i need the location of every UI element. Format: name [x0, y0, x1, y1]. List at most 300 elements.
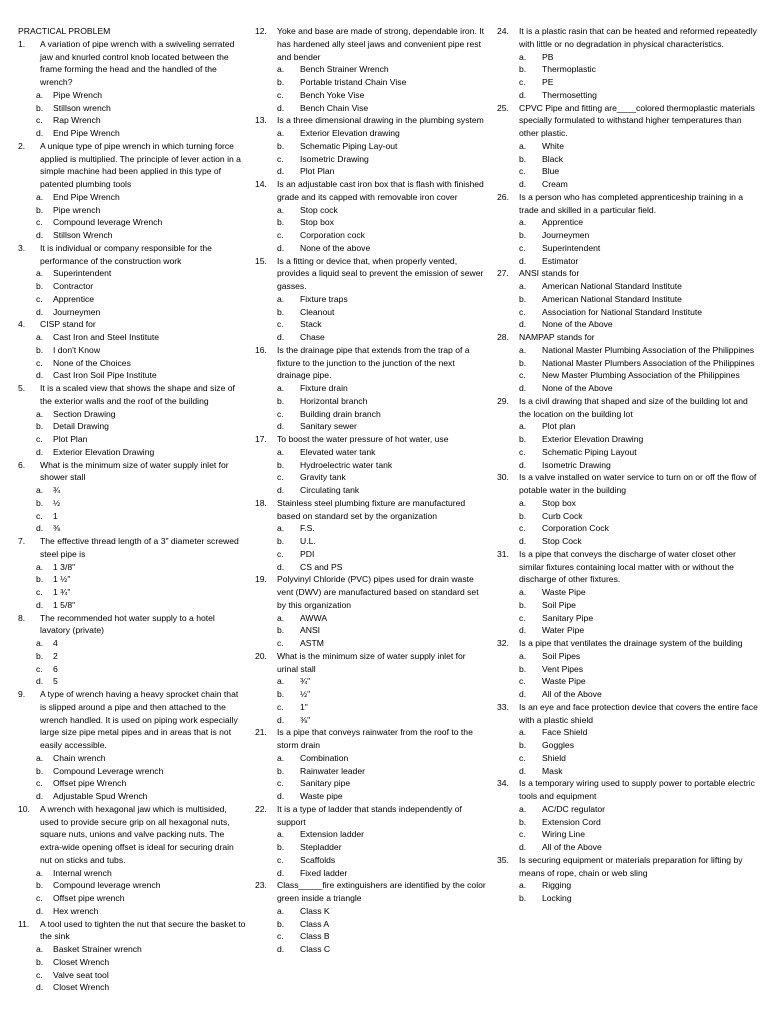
answer-choice — [14, 510, 246, 523]
choice-text: Class B — [300, 931, 330, 942]
question-item — [497, 267, 759, 331]
choice-letter: c. — [519, 676, 526, 687]
question-item — [14, 38, 246, 140]
question-number: 14. — [255, 179, 267, 189]
choice-letter: c. — [277, 153, 284, 164]
answer-choice — [497, 535, 759, 548]
choice-text: Locking — [542, 893, 572, 903]
answer-choice — [14, 216, 246, 229]
question-item — [497, 395, 759, 472]
choice-letter: b. — [36, 880, 44, 891]
question-item — [255, 573, 489, 650]
question-text: The effective thread length of a 3" diameter screwed steel pipe is — [40, 536, 239, 559]
choice-letter: c. — [277, 854, 284, 865]
question-item — [255, 433, 489, 497]
answer-choice — [14, 191, 246, 204]
choice-text: PB — [542, 51, 554, 62]
choice-text: Compound leverage wrench — [53, 880, 161, 891]
question-item — [255, 879, 489, 956]
choice-text: ¾" — [300, 676, 311, 687]
choice-letter: a. — [277, 64, 285, 75]
answer-choice — [497, 586, 759, 599]
answer-choice — [255, 905, 489, 918]
choice-letter: d. — [519, 255, 527, 266]
question-number: 6. — [18, 459, 26, 470]
choice-letter: c. — [519, 752, 526, 763]
choice-text: ½" — [300, 689, 311, 699]
question-number: 2. — [18, 140, 26, 151]
question-list — [14, 38, 246, 994]
question-item — [497, 777, 759, 854]
choice-text: Portable tristand Chain Vise — [300, 77, 407, 87]
answer-choice — [255, 943, 489, 956]
answer-choice — [14, 981, 246, 994]
choice-letter: c. — [36, 510, 43, 521]
answer-choice — [255, 867, 489, 880]
choice-text: Cast Iron Soil Pipe Institute — [53, 370, 157, 381]
choice-text: ¾ — [53, 485, 61, 495]
answer-choice — [14, 204, 246, 217]
question-number: 10. — [18, 803, 30, 814]
answer-choice — [14, 306, 246, 319]
choice-letter: b. — [36, 344, 44, 355]
answer-choice — [497, 280, 759, 293]
choice-letter: d. — [519, 625, 527, 636]
question-text: Is a civil drawing that shaped and size of the building lot and the location on the building lot — [519, 395, 748, 419]
answer-choice — [497, 63, 759, 76]
answer-choice — [497, 663, 759, 676]
question-item — [14, 382, 246, 459]
answer-choice — [255, 548, 489, 561]
question-number: 18. — [255, 497, 267, 508]
answer-choice — [14, 790, 246, 803]
question-text: The recommended hot water supply to a hotel lavatory (private) — [40, 612, 215, 636]
answer-choice — [255, 420, 489, 433]
question-text: ANSI stands for — [519, 268, 580, 279]
choice-letter: c. — [36, 778, 43, 789]
choice-letter: c. — [277, 472, 284, 483]
question-text: Stainless steel plumbing fixture are manufactured based on standard set by the organization — [277, 497, 466, 521]
question-text: A unique type of pipe wrench in which turning force applied is multiplied. The principle of lever action in a simple machine had been applied in this type of patented plumbing tools — [40, 140, 241, 189]
answer-choice — [497, 153, 759, 166]
choice-letter: d. — [519, 842, 527, 852]
choice-letter: a. — [519, 281, 527, 291]
answer-choice — [255, 765, 489, 778]
choice-text: End Pipe Wrench — [53, 191, 120, 202]
answer-choice — [255, 624, 489, 637]
choice-text: Soil Pipe — [542, 599, 576, 610]
question-item — [497, 102, 759, 191]
choice-letter: a. — [36, 867, 44, 878]
choice-text: None of the above — [300, 242, 371, 253]
choice-text: Basket Strainer wrench — [53, 944, 142, 954]
answer-choice — [497, 803, 759, 816]
choice-letter: c. — [36, 293, 43, 304]
answer-choice — [255, 752, 489, 765]
answer-choice — [497, 650, 759, 663]
question-number: 27. — [497, 268, 509, 279]
column-2 — [255, 25, 489, 956]
choice-text: Soil Pipes — [542, 650, 581, 661]
choice-text: None of the Choices — [53, 357, 131, 368]
choice-letter: c. — [277, 230, 284, 240]
choice-letter: b. — [277, 217, 285, 228]
answer-choice — [14, 777, 246, 790]
choice-letter: d. — [519, 319, 527, 330]
answer-choice — [14, 905, 246, 918]
question-item — [14, 459, 246, 536]
question-number: 9. — [18, 689, 26, 699]
question-item — [497, 701, 759, 778]
choice-letter: a. — [519, 880, 527, 891]
question-number: 23. — [255, 880, 267, 891]
choice-letter: d. — [519, 765, 527, 776]
choice-letter: a. — [519, 140, 527, 151]
question-number: 12. — [255, 26, 267, 36]
choice-letter: d. — [36, 982, 44, 993]
choice-text: National Master Plumbing Association of the Philippines — [542, 344, 755, 355]
choice-text: Offset pipe wrench — [53, 893, 125, 903]
answer-choice — [497, 229, 759, 242]
choice-text: 1" — [300, 701, 308, 712]
choice-text: All of the Above — [542, 689, 602, 699]
question-number: 26. — [497, 191, 509, 202]
choice-letter: a. — [519, 727, 527, 738]
answer-choice — [255, 522, 489, 535]
choice-text: National Master Plumbers Association of the Philippines — [542, 357, 755, 368]
answer-choice — [255, 459, 489, 472]
question-text: Is an eye and face protection device that covers the entire face with a plastic shield — [519, 701, 758, 725]
choice-text: Pipe wrench — [53, 204, 101, 215]
choice-letter: d. — [277, 791, 285, 801]
choice-letter: c. — [519, 166, 526, 177]
answer-choice — [255, 841, 489, 854]
choice-letter: d. — [36, 306, 44, 317]
choice-text: Apprentice — [542, 217, 584, 228]
choice-letter: c. — [519, 446, 526, 457]
answer-choice — [14, 102, 246, 115]
choice-text: Closet Wrench — [53, 982, 110, 993]
answer-choice — [255, 306, 489, 319]
choice-text: Estimator — [542, 255, 579, 266]
choice-letter: a. — [519, 803, 527, 814]
choice-text: I don't Know — [53, 344, 101, 355]
answer-choice — [14, 765, 246, 778]
answer-choice — [255, 561, 489, 574]
choice-text: Chase — [300, 332, 325, 342]
answer-choice — [14, 267, 246, 280]
choice-text: Journeymen — [542, 230, 590, 240]
choice-text: Stop box — [542, 497, 576, 508]
answer-choice — [497, 76, 759, 89]
question-text: NAMPAP stands for — [519, 332, 595, 342]
choice-letter: d. — [36, 599, 44, 610]
choice-text: AWWA — [300, 612, 328, 623]
choice-letter: a. — [36, 191, 44, 202]
choice-text: AC/DC regulator — [542, 803, 606, 814]
question-item — [14, 803, 246, 918]
answer-choice — [497, 841, 759, 854]
answer-choice — [255, 140, 489, 153]
choice-text: Valve seat tool — [53, 969, 109, 980]
question-text: Is a pipe that conveys the discharge of water closet other similar fixtures containing local matter with or without the discharge of other fixtures. — [519, 548, 736, 585]
choice-letter: d. — [277, 485, 285, 495]
answer-choice — [497, 178, 759, 191]
answer-choice — [14, 599, 246, 612]
answer-choice — [255, 216, 489, 229]
choice-letter: d. — [36, 791, 44, 801]
choice-letter: d. — [277, 714, 285, 725]
answer-choice — [497, 433, 759, 446]
answer-choice — [497, 739, 759, 752]
question-number: 28. — [497, 332, 509, 342]
answer-choice — [497, 344, 759, 357]
choice-letter: d. — [277, 421, 285, 432]
choice-text: Journeymen — [53, 306, 101, 317]
choice-text: Black — [542, 153, 564, 164]
answer-choice — [255, 165, 489, 178]
choice-letter: a. — [36, 332, 44, 342]
question-number: 34. — [497, 778, 509, 789]
question-item — [255, 344, 489, 433]
question-text: Is a three dimensional drawing in the plumbing system — [277, 115, 484, 126]
question-item — [497, 854, 759, 905]
choice-letter: b. — [519, 357, 527, 368]
choice-text: Class C — [300, 944, 331, 954]
answer-choice — [14, 956, 246, 969]
question-number: 25. — [497, 102, 509, 113]
answer-choice — [14, 752, 246, 765]
choice-text: Mask — [542, 765, 563, 776]
answer-choice — [497, 318, 759, 331]
choice-letter: b. — [277, 459, 285, 470]
question-number: 8. — [18, 612, 26, 623]
choice-text: Stop cock — [300, 204, 338, 215]
choice-letter: b. — [519, 663, 527, 674]
answer-choice — [497, 306, 759, 319]
answer-choice — [14, 573, 246, 586]
choice-text: 1 — [53, 510, 58, 521]
answer-choice — [497, 382, 759, 395]
choice-text: ⅜" — [300, 714, 311, 725]
question-item — [255, 726, 489, 803]
choice-letter: a. — [519, 497, 527, 508]
answer-choice — [255, 76, 489, 89]
answer-choice — [497, 216, 759, 229]
choice-text: Detail Drawing — [53, 421, 109, 432]
answer-choice — [255, 293, 489, 306]
choice-text: Thermosetting — [542, 89, 597, 100]
answer-choice — [497, 522, 759, 535]
choice-text: Sanitary sewer — [300, 421, 357, 432]
choice-text: Cast Iron and Steel Institute — [53, 332, 160, 342]
choice-letter: a. — [277, 446, 285, 457]
answer-choice — [14, 484, 246, 497]
choice-text: Elevated water tank — [300, 446, 376, 457]
choice-letter: a. — [277, 523, 285, 534]
choice-letter: d. — [519, 89, 527, 100]
choice-letter: d. — [519, 179, 527, 189]
choice-text: 6 — [53, 663, 58, 674]
answer-choice — [14, 446, 246, 459]
choice-letter: b. — [277, 395, 285, 406]
choice-text: New Master Plumbing Association of the Philippines — [542, 370, 740, 381]
choice-letter: b. — [36, 956, 44, 967]
answer-choice — [14, 663, 246, 676]
question-item — [497, 548, 759, 637]
answer-choice — [255, 828, 489, 841]
choice-letter: a. — [36, 944, 44, 954]
choice-text: 1 ½" — [53, 574, 71, 585]
choice-text: Extension ladder — [300, 829, 365, 840]
choice-letter: b. — [277, 306, 285, 317]
choice-letter: c. — [519, 829, 526, 840]
question-number: 22. — [255, 803, 267, 814]
choice-letter: a. — [36, 89, 44, 100]
choice-text: End Pipe Wrench — [53, 128, 120, 138]
answer-choice — [14, 522, 246, 535]
choice-letter: d. — [36, 446, 44, 457]
choice-text: ½ — [53, 497, 61, 508]
choice-text: Corporation cock — [300, 230, 365, 240]
answer-choice — [497, 599, 759, 612]
choice-letter: a. — [277, 905, 285, 916]
question-item — [497, 25, 759, 102]
question-item — [255, 803, 489, 880]
choice-text: CS and PS — [300, 561, 343, 572]
choice-text: Sanitary Pipe — [542, 612, 594, 623]
choice-letter: a. — [519, 51, 527, 62]
choice-text: Hydroelectric water tank — [300, 459, 393, 470]
choice-letter: b. — [277, 140, 285, 151]
column-3 — [497, 25, 759, 905]
choice-text: 4 — [53, 638, 58, 648]
choice-text: Blue — [542, 166, 560, 177]
choice-letter: c. — [277, 408, 284, 419]
choice-text: Sanitary pipe — [300, 778, 351, 789]
choice-letter: b. — [36, 421, 44, 432]
choice-letter: a. — [36, 485, 44, 495]
question-number: 19. — [255, 574, 267, 585]
question-number: 16. — [255, 344, 267, 355]
choice-letter: d. — [277, 561, 285, 572]
answer-choice — [14, 280, 246, 293]
choice-text: Combination — [300, 752, 349, 763]
choice-letter: b. — [519, 153, 527, 164]
choice-text: Plot plan — [542, 421, 576, 432]
answer-choice — [14, 867, 246, 880]
choice-text: Stop box — [300, 217, 334, 228]
choice-text: Stepladder — [300, 842, 342, 852]
question-number: 21. — [255, 727, 267, 738]
answer-choice — [14, 293, 246, 306]
question-text: Is a pipe that ventilates the drainage system of the building — [519, 638, 743, 648]
answer-choice — [255, 790, 489, 803]
choice-letter: b. — [519, 230, 527, 240]
choice-text: Rigging — [542, 880, 572, 891]
choice-letter: d. — [36, 676, 44, 687]
answer-choice — [255, 701, 489, 714]
answer-choice — [255, 242, 489, 255]
choice-text: Class A — [300, 918, 330, 929]
choice-letter: a. — [277, 612, 285, 623]
choice-letter: b. — [277, 918, 285, 929]
choice-text: Pipe Wrench — [53, 89, 103, 100]
choice-text: Stillson Wrench — [53, 230, 113, 240]
choice-text: Rap Wrench — [53, 115, 101, 126]
choice-letter: a. — [36, 638, 44, 648]
question-number: 20. — [255, 650, 267, 661]
choice-text: 2 — [53, 650, 58, 661]
choice-letter: b. — [277, 77, 285, 87]
choice-text: Superintendent — [53, 268, 112, 279]
choice-letter: c. — [519, 77, 526, 87]
choice-text: Fixture drain — [300, 383, 348, 393]
question-number: 33. — [497, 701, 509, 712]
choice-letter: a. — [519, 421, 527, 432]
answer-choice — [14, 561, 246, 574]
choice-letter: d. — [277, 867, 285, 878]
choice-text: Curb Cock — [542, 510, 583, 521]
choice-letter: d. — [36, 905, 44, 916]
answer-choice — [255, 714, 489, 727]
answer-choice — [14, 114, 246, 127]
question-item — [14, 688, 246, 803]
question-number: 3. — [18, 242, 26, 253]
answer-choice — [255, 446, 489, 459]
answer-choice — [497, 726, 759, 739]
question-item — [255, 650, 489, 727]
answer-choice — [497, 420, 759, 433]
choice-letter: b. — [277, 765, 285, 776]
choice-letter: d. — [519, 689, 527, 699]
question-text: It is a scaled view that shows the shape and size of the exterior walls and the roof of the building — [40, 383, 235, 406]
choice-text: Isometric Drawing — [300, 153, 369, 164]
choice-letter: a. — [519, 587, 527, 597]
choice-letter: b. — [519, 293, 527, 304]
choice-text: Face Shield — [542, 727, 588, 738]
answer-choice — [497, 892, 759, 905]
answer-choice — [497, 165, 759, 178]
choice-letter: b. — [277, 689, 285, 699]
question-number: 29. — [497, 395, 509, 406]
choice-text: PE — [542, 77, 554, 87]
choice-letter: c. — [36, 893, 43, 903]
question-text: Is the drainage pipe that extends from the trap of a fixture to the junction to the junction of the next drainage pipe. — [277, 344, 470, 381]
choice-text: Isometric Drawing — [542, 459, 611, 470]
choice-letter: d. — [277, 166, 285, 177]
choice-text: Circulating tank — [300, 485, 360, 495]
choice-letter: d. — [519, 383, 527, 393]
answer-choice — [497, 51, 759, 64]
choice-letter: b. — [519, 434, 527, 444]
choice-text: Bench Strainer Wrench — [300, 64, 389, 75]
question-text: Is a pipe that conveys rainwater from the roof to the storm drain — [277, 727, 473, 750]
answer-choice — [255, 395, 489, 408]
choice-letter: c. — [277, 701, 284, 712]
answer-choice — [255, 854, 489, 867]
question-number: 30. — [497, 472, 509, 483]
choice-text: Wiring Line — [542, 829, 585, 840]
answer-choice — [14, 420, 246, 433]
answer-choice — [255, 153, 489, 166]
choice-text: 1 ¾" — [53, 587, 71, 597]
choice-letter: d. — [519, 459, 527, 470]
choice-letter: c. — [519, 612, 526, 623]
choice-text: Offset pipe Wrench — [53, 778, 127, 789]
choice-text: Gravity tank — [300, 472, 346, 483]
answer-choice — [14, 229, 246, 242]
